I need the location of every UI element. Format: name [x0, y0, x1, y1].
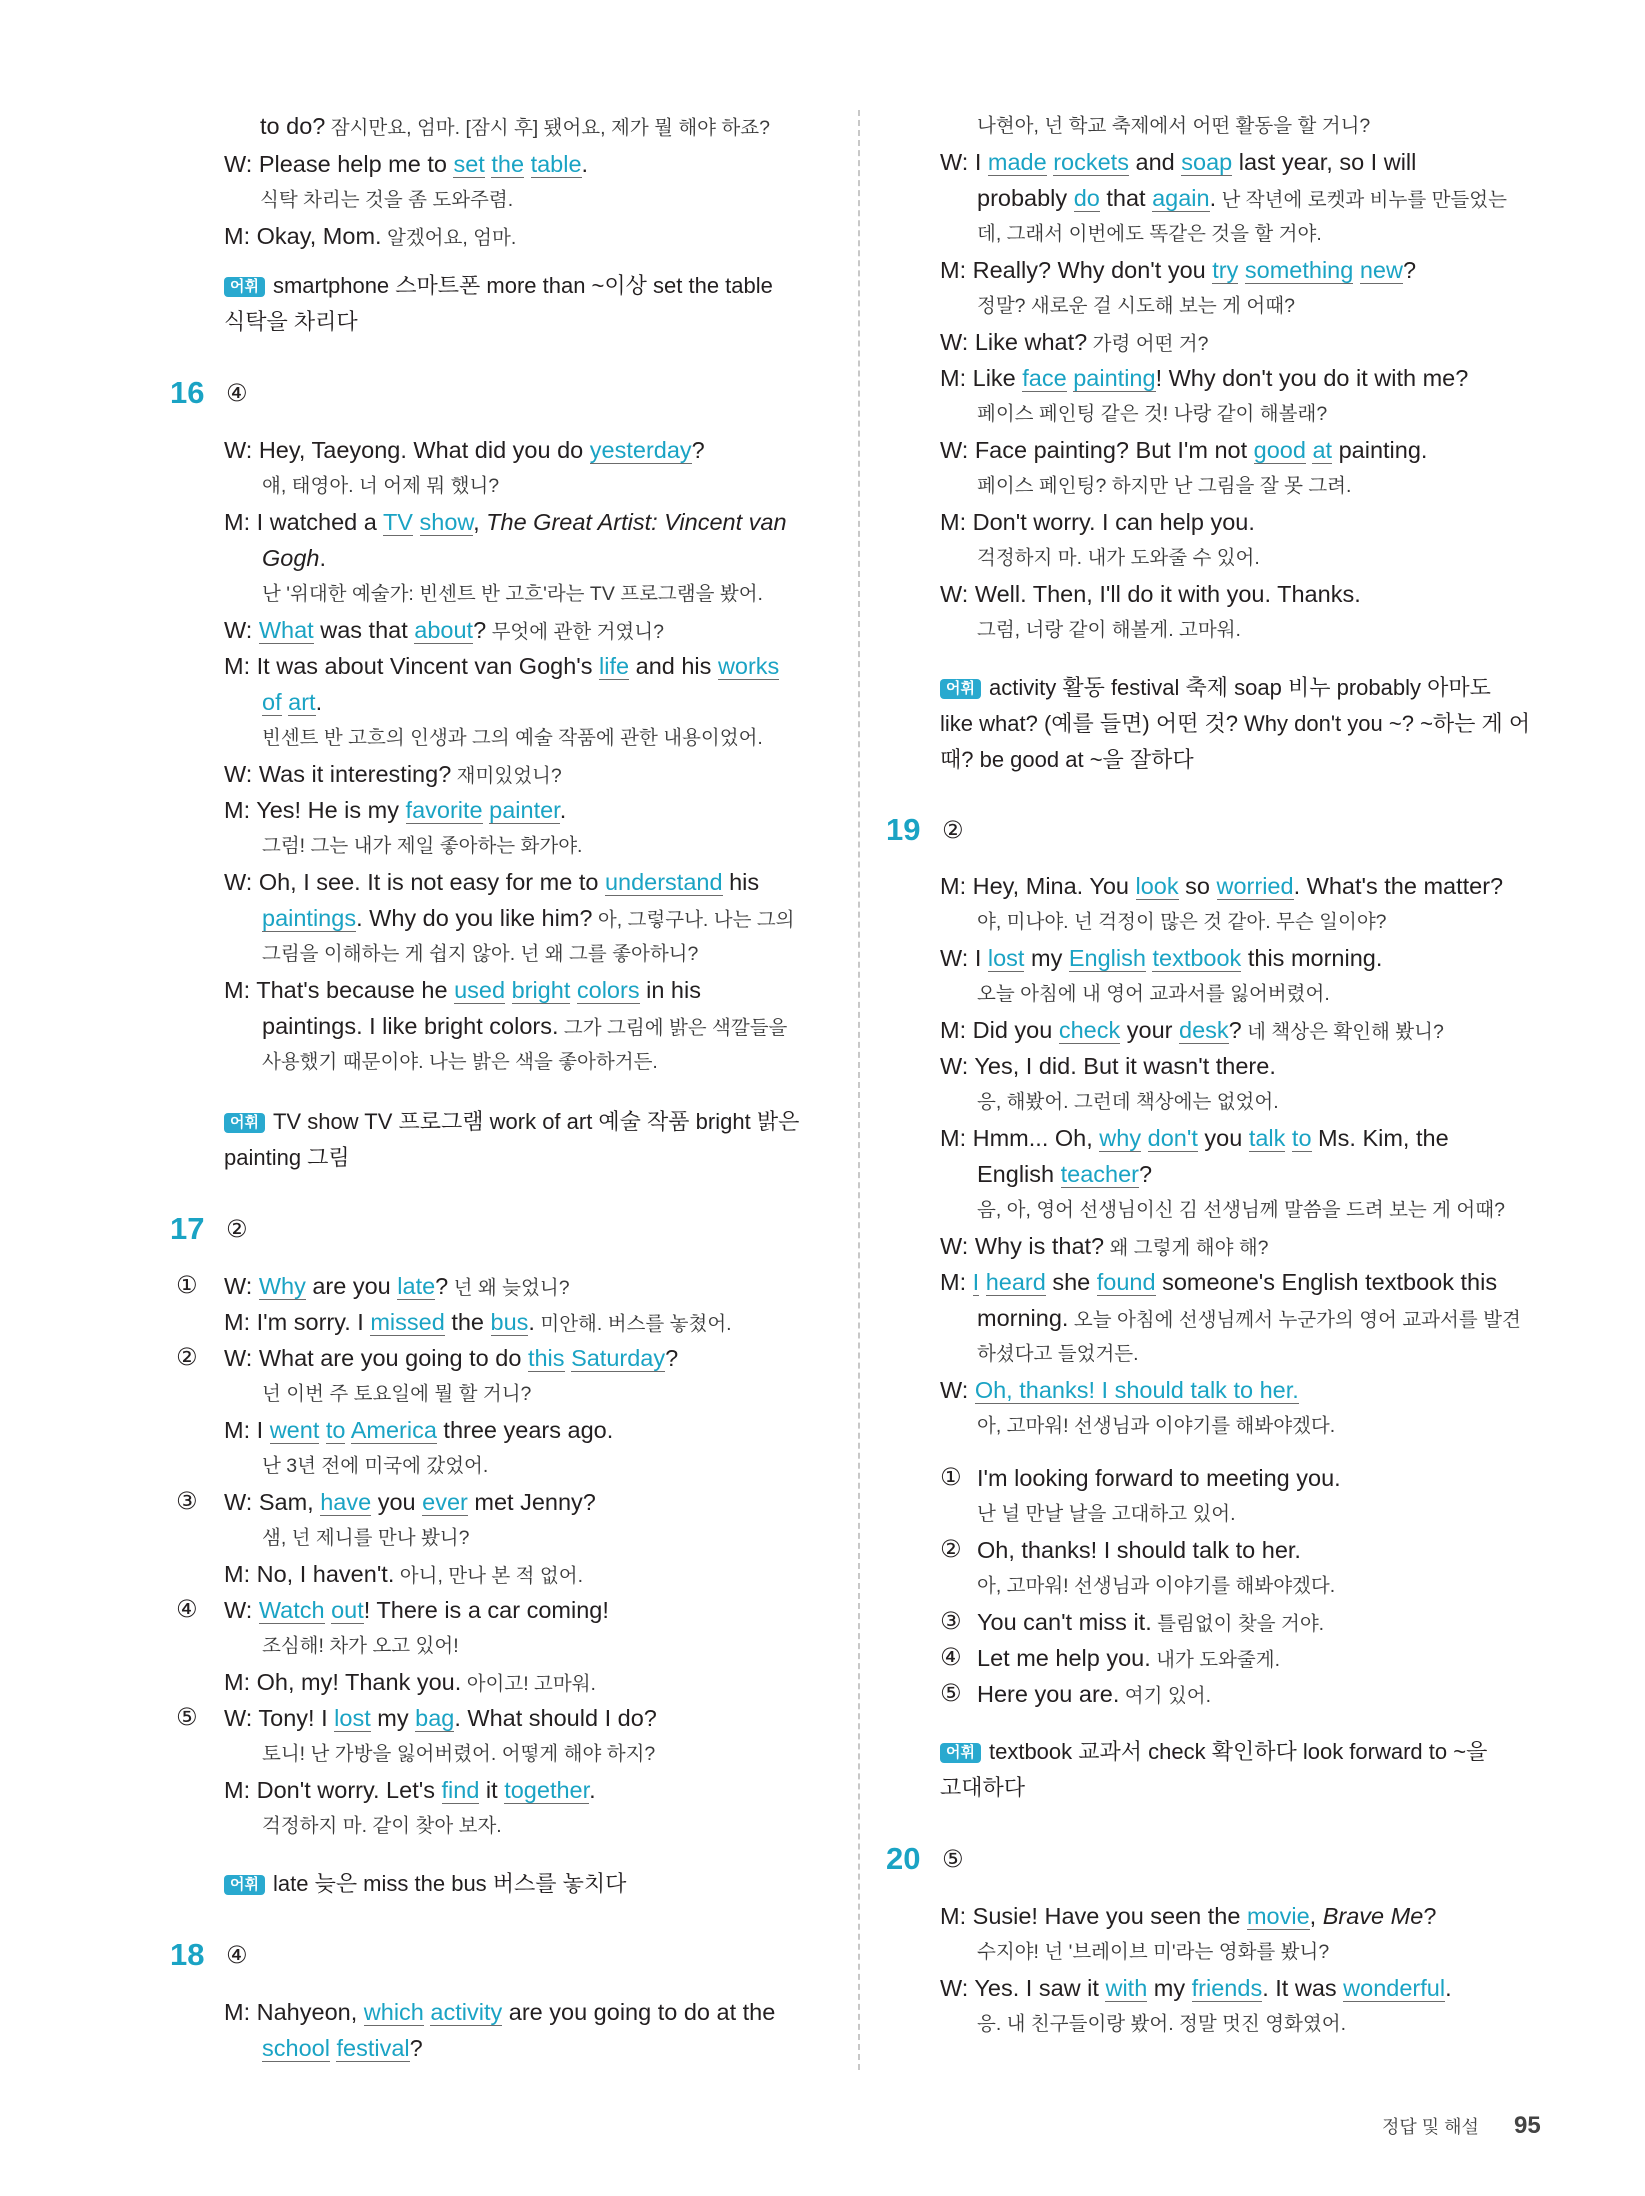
blank-answer-word: try	[1212, 257, 1239, 283]
dialogue-line: M: I watched a TV show, The Great Artist: Vincent van	[224, 509, 787, 535]
vocabulary-note-cont: painting 그림	[224, 1145, 350, 1170]
translation: 페이스 페인팅 같은 것! 나랑 같이 해볼래?	[977, 403, 1328, 425]
dialogue-line: W: What are you going to do this Saturday?	[224, 1345, 679, 1371]
vocabulary-note: 어휘 textbook 교과서 check 확인하다 look forward to ~을	[940, 1734, 1487, 1770]
blank-answer-word: Watch	[258, 1597, 325, 1623]
blank-answer-word: used	[454, 977, 506, 1003]
answer-choice: ②	[226, 1216, 248, 1243]
dialogue-line: M: Really? Why don't you try something new?	[940, 257, 1417, 283]
blank-answer-word: favorite	[405, 797, 483, 823]
blank-answer-word: this	[527, 1345, 565, 1371]
translation: 야, 미나야. 넌 걱정이 많은 것 같아. 무슨 일이야?	[977, 911, 1387, 933]
dialogue-line: M: Like face painting! Why don't you do it with me?	[940, 365, 1469, 391]
dialogue-line: W: Well. Then, I'll do it with you. Thanks.	[940, 581, 1361, 607]
question-number: 16	[170, 375, 205, 410]
answer-choice: ⑤	[942, 1846, 964, 1873]
blank-answer-word: colors	[576, 977, 640, 1003]
question-number: 17	[170, 1211, 205, 1246]
blank-answer-word: painting	[1073, 365, 1156, 391]
dialogue-line: M: Oh, my! Thank you. 아이고! 고마워.	[224, 1669, 596, 1695]
blank-answer-word: bag	[415, 1705, 455, 1731]
blank-answer-word: yesterday	[589, 437, 692, 463]
blank-answer-word: I	[972, 1269, 980, 1295]
dialogue-line: W: Was it interesting? 재미있었니?	[224, 761, 562, 787]
dialogue-line: W: Yes. I saw it with my friends. It was wonderful.	[940, 1975, 1452, 2001]
translation: 토니! 난 가방을 잃어버렸어. 어떻게 해야 하지?	[262, 1743, 656, 1765]
blank-answer-word: bright	[511, 977, 571, 1003]
dialogue-line-cont: English teacher?	[977, 1161, 1153, 1187]
blank-answer-word: new	[1359, 257, 1403, 283]
vocabulary-note: 어휘 late 늦은 miss the bus 버스를 놓치다	[224, 1866, 626, 1902]
dialogue-line: W: Why is that? 왜 그렇게 해야 해?	[940, 1233, 1269, 1259]
blank-answer-word: worried	[1216, 873, 1294, 899]
dialogue-line: W: Oh, I see. It is not easy for me to understand his	[224, 869, 760, 895]
dialogue-line-cont: probably do that again. 난 작년에 로켓과 비누를 만들었는	[977, 185, 1507, 211]
blank-answer-word: of	[262, 689, 282, 715]
translation: 샘, 넌 제니를 만나 봤니?	[262, 1527, 470, 1549]
blank-answer-word: out	[331, 1597, 364, 1623]
blank-answer-word: found	[1096, 1269, 1156, 1295]
page-number: 95	[1514, 2112, 1541, 2139]
blank-answer-word: life	[599, 653, 630, 679]
blank-answer-word: set	[453, 151, 485, 177]
translation: 응. 내 친구들이랑 봤어. 정말 멋진 영화였어.	[977, 2013, 1346, 2035]
option-text: Let me help you. 내가 도와줄게.	[977, 1645, 1281, 1671]
vocab-tag: 어휘	[224, 277, 265, 297]
dialogue-line: M: I'm sorry. I missed the bus. 미안해. 버스를 놓쳤어.	[224, 1309, 732, 1335]
answer-choice: ②	[942, 817, 964, 844]
dialogue-line-cont: school festival?	[262, 2035, 423, 2061]
dialogue-line-cont: morning. 오늘 아침에 선생님께서 누군가의 영어 교과서를 발견	[977, 1305, 1521, 1331]
option-marker: ④	[176, 1596, 198, 1623]
translation: 나현아, 넌 학교 축제에서 어떤 활동을 할 거니?	[977, 115, 1371, 137]
dialogue-line: M: No, I haven't. 아니, 만나 본 적 없어.	[224, 1561, 583, 1587]
blank-answer-word: activity	[430, 1999, 503, 2025]
question-number: 18	[170, 1937, 205, 1972]
dialogue-line: W: Oh, thanks! I should talk to her.	[940, 1377, 1299, 1403]
blank-answer-word: friends	[1191, 1975, 1263, 2001]
translation: 그럼! 그는 내가 제일 좋아하는 화가야.	[262, 835, 583, 857]
translation: 난 3년 전에 미국에 갔었어.	[262, 1455, 489, 1477]
translation: 넌 이번 주 토요일에 뭘 할 거니?	[262, 1383, 532, 1405]
option-marker: ③	[176, 1488, 198, 1515]
blank-answer-word: find	[441, 1777, 480, 1803]
dialogue-line: M: That's because he used bright colors in his	[224, 977, 701, 1003]
blank-answer-word: don't	[1147, 1125, 1198, 1151]
dialogue-line: M: I heard she found someone's English textbook this	[940, 1269, 1498, 1295]
dialogue-line: W: Please help me to set the table.	[224, 151, 589, 177]
translation: 아, 고마워! 선생님과 이야기를 해봐야겠다.	[977, 1575, 1336, 1597]
blank-answer-word: the	[491, 151, 525, 177]
answer-choice: ④	[226, 380, 248, 407]
translation: 아, 고마워! 선생님과 이야기를 해봐야겠다.	[977, 1415, 1336, 1437]
blank-answer-word: to	[325, 1417, 346, 1443]
dialogue-line: M: Nahyeon, which activity are you going to do at the	[224, 1999, 776, 2025]
question-number: 20	[886, 1841, 921, 1876]
blank-answer-word: textbook	[1152, 945, 1242, 971]
blank-answer-word: why	[1099, 1125, 1142, 1151]
dialogue-line: W: Yes, I did. But it wasn't there.	[940, 1053, 1276, 1079]
vocabulary-note-cont: 식탁을 차리다	[224, 309, 358, 334]
blank-answer-word: table	[530, 151, 582, 177]
blank-answer-word: talk	[1248, 1125, 1286, 1151]
dialogue-line: M: Don't worry. I can help you.	[940, 509, 1255, 535]
vocabulary-note-cont: 고대하다	[940, 1775, 1026, 1800]
dialogue-line: M: I went to America three years ago.	[224, 1417, 614, 1443]
translation: 하셨다고 들었거든.	[977, 1343, 1139, 1365]
blank-answer-word: together	[504, 1777, 590, 1803]
blank-answer-word: America	[350, 1417, 437, 1443]
blank-answer-word: do	[1073, 185, 1100, 211]
dialogue-line: W: I lost my English textbook this morning.	[940, 945, 1383, 971]
dialogue-line: W: Hey, Taeyong. What did you do yesterday?	[224, 437, 705, 463]
option-marker: ③	[940, 1608, 962, 1635]
blank-answer-word: about	[414, 617, 474, 643]
translation: 수지야! 넌 '브레이브 미'라는 영화를 봤니?	[977, 1941, 1330, 1963]
dialogue-line: M: Susie! Have you seen the movie, Brave Me?	[940, 1903, 1437, 1929]
dialogue-line: M: Hmm... Oh, why don't you talk to Ms. Kim, the	[940, 1125, 1449, 1151]
dialogue-line-cont: Gogh.	[262, 545, 327, 571]
translation: 난 '위대한 예술가: 빈센트 반 고흐'라는 TV 프로그램을 봤어.	[262, 583, 763, 605]
blank-answer-word: TV	[382, 509, 413, 535]
translation: 식탁 차리는 것을 좀 도와주렴.	[260, 189, 514, 211]
vocabulary-note-cont: like what? (예를 들면) 어떤 것? Why don't you ~? ~하는 게 어	[940, 711, 1531, 736]
vocabulary-note: 어휘 smartphone 스마트폰 more than ~이상 set the table	[224, 268, 773, 304]
dialogue-line: W: Face painting? But I'm not good at painting.	[940, 437, 1428, 463]
option-text: You can't miss it. 틀림없이 찾을 거야.	[977, 1609, 1325, 1635]
blank-answer-word: check	[1058, 1017, 1121, 1043]
option-marker: ①	[176, 1272, 198, 1299]
option-marker: ②	[940, 1536, 962, 1563]
blank-answer-word: paintings	[262, 905, 357, 931]
blank-answer-word: lost	[987, 945, 1025, 971]
dialogue-line: W: What was that about? 무엇에 관한 거였니?	[224, 617, 664, 643]
option-marker: ④	[940, 1644, 962, 1671]
translation: 정말? 새로운 걸 시도해 보는 게 어때?	[977, 295, 1295, 317]
blank-answer-word: movie	[1246, 1903, 1310, 1929]
blank-answer-word: ever	[422, 1489, 468, 1515]
translation: 오늘 아침에 내 영어 교과서를 잃어버렸어.	[977, 983, 1330, 1005]
translation: 그럼, 너랑 같이 해볼게. 고마워.	[977, 619, 1241, 641]
dialogue-line: M: It was about Vincent van Gogh's life and his works	[224, 653, 780, 679]
blank-answer-word: painter	[489, 797, 560, 823]
dialogue-line: M: Don't worry. Let's find it together.	[224, 1777, 596, 1803]
vocab-tag: 어휘	[940, 1743, 981, 1763]
dialogue-line: W: I made rockets and soap last year, so I will	[940, 149, 1417, 175]
blank-answer-word: good	[1253, 437, 1306, 463]
question-number: 19	[886, 812, 921, 847]
dialogue-line: W: Watch out! There is a car coming!	[224, 1597, 609, 1623]
blank-answer-word: Saturday	[571, 1345, 666, 1371]
translation: 난 널 만날 날을 고대하고 있어.	[977, 1503, 1236, 1525]
dialogue-line-cont: paintings. Why do you like him? 아, 그렇구나. 나는 그의	[262, 905, 795, 931]
option-text: I'm looking forward to meeting you.	[977, 1465, 1341, 1491]
dialogue-line-cont: paintings. I like bright colors. 그가 그림에 밝은 색깔들을	[262, 1013, 788, 1039]
dialogue-line: M: Did you check your desk? 네 책상은 확인해 봤니?	[940, 1017, 1444, 1043]
blank-answer-word: at	[1312, 437, 1333, 463]
translation: 응, 해봤어. 그런데 책상에는 없었어.	[977, 1091, 1279, 1113]
translation: 걱정하지 마. 내가 도와줄 수 있어.	[977, 547, 1260, 569]
blank-answer-word: again	[1152, 185, 1210, 211]
translation: 걱정하지 마. 같이 찾아 보자.	[262, 1815, 502, 1837]
option-text: Here you are. 여기 있어.	[977, 1681, 1211, 1707]
blank-answer-word: bus	[490, 1309, 529, 1335]
vocab-tag: 어휘	[224, 1875, 265, 1895]
blank-answer-word: look	[1135, 873, 1179, 899]
option-marker: ⑤	[940, 1680, 962, 1707]
option-marker: ⑤	[176, 1704, 198, 1731]
blank-answer-word: teacher	[1060, 1161, 1139, 1187]
blank-answer-word: works	[717, 653, 780, 679]
blank-answer-word: English	[1068, 945, 1146, 971]
blank-answer-word: festival	[336, 2035, 410, 2061]
blank-answer-word: What	[258, 617, 314, 643]
blank-answer-word: lost	[334, 1705, 371, 1731]
blank-answer-word: made	[987, 149, 1047, 175]
blank-answer-word: heard	[985, 1269, 1046, 1295]
blank-answer-word: late	[397, 1273, 436, 1299]
blank-answer-word: with	[1105, 1975, 1148, 2001]
blank-answer-word: Oh, thanks! I should talk to her.	[974, 1377, 1299, 1403]
vocab-tag: 어휘	[224, 1113, 265, 1133]
dialogue-line: W: Why are you late? 넌 왜 늦었니?	[224, 1273, 570, 1299]
blank-answer-word: face	[1022, 365, 1067, 391]
translation: 사용했기 때문이야. 나는 밝은 색을 좋아하거든.	[262, 1051, 658, 1073]
blank-answer-word: desk	[1179, 1017, 1229, 1043]
vocab-tag: 어휘	[940, 679, 981, 699]
translation: 데, 그래서 이번에도 똑같은 것을 할 거야.	[977, 223, 1322, 245]
translation: 조심해! 차가 오고 있어!	[262, 1635, 459, 1657]
blank-answer-word: which	[363, 1999, 424, 2025]
option-text: Oh, thanks! I should talk to her.	[977, 1537, 1301, 1563]
blank-answer-word: have	[320, 1489, 372, 1515]
dialogue-line: M: Okay, Mom. 알겠어요, 엄마.	[224, 223, 517, 249]
blank-answer-word: Why	[258, 1273, 306, 1299]
answer-choice: ④	[226, 1942, 248, 1969]
dialogue-line: W: Like what? 가령 어떤 거?	[940, 329, 1209, 355]
blank-answer-word: missed	[370, 1309, 445, 1335]
dialogue-line: W: Tony! I lost my bag. What should I do?	[224, 1705, 657, 1731]
option-marker: ②	[176, 1344, 198, 1371]
dialogue-line-cont: of art.	[262, 689, 323, 715]
vocabulary-note: 어휘 activity 활동 festival 축제 soap 비누 probably 아마도	[940, 670, 1491, 706]
blank-answer-word: art	[288, 689, 316, 715]
blank-answer-word: school	[262, 2035, 330, 2061]
blank-answer-word: something	[1244, 257, 1354, 283]
dialogue-line: M: Hey, Mina. You look so worried. What's the matter?	[940, 873, 1504, 899]
dialogue-line: W: Sam, have you ever met Jenny?	[224, 1489, 596, 1515]
vocabulary-note: 어휘 TV show TV 프로그램 work of art 예술 작품 bright 밝은	[224, 1104, 799, 1140]
translation: 빈센트 반 고흐의 인생과 그의 예술 작품에 관한 내용이었어.	[262, 727, 763, 749]
translation: 음, 아, 영어 선생님이신 김 선생님께 말씀을 드려 보는 게 어때?	[977, 1199, 1505, 1221]
column-divider	[858, 110, 860, 2070]
blank-answer-word: rockets	[1053, 149, 1129, 175]
dialogue-line: to do? 잠시만요, 엄마. [잠시 후] 됐어요, 제가 뭘 해야 하죠?	[260, 113, 770, 139]
dialogue-line: M: Yes! He is my favorite painter.	[224, 797, 567, 823]
blank-answer-word: soap	[1181, 149, 1233, 175]
blank-answer-word: wonderful	[1343, 1975, 1446, 2001]
footer-section-label: 정답 및 해설	[1382, 2117, 1479, 2137]
blank-answer-word: show	[419, 509, 474, 535]
translation: 얘, 태영아. 너 어제 뭐 했니?	[262, 475, 500, 497]
blank-answer-word: went	[269, 1417, 320, 1443]
option-marker: ①	[940, 1464, 962, 1491]
translation: 그림을 이해하는 게 쉽지 않아. 넌 왜 그를 좋아하니?	[262, 943, 699, 965]
blank-answer-word: understand	[604, 869, 723, 895]
translation: 페이스 페인팅? 하지만 난 그림을 잘 못 그려.	[977, 475, 1352, 497]
vocabulary-note-cont: 때? be good at ~을 잘하다	[940, 747, 1194, 772]
blank-answer-word: to	[1291, 1125, 1312, 1151]
